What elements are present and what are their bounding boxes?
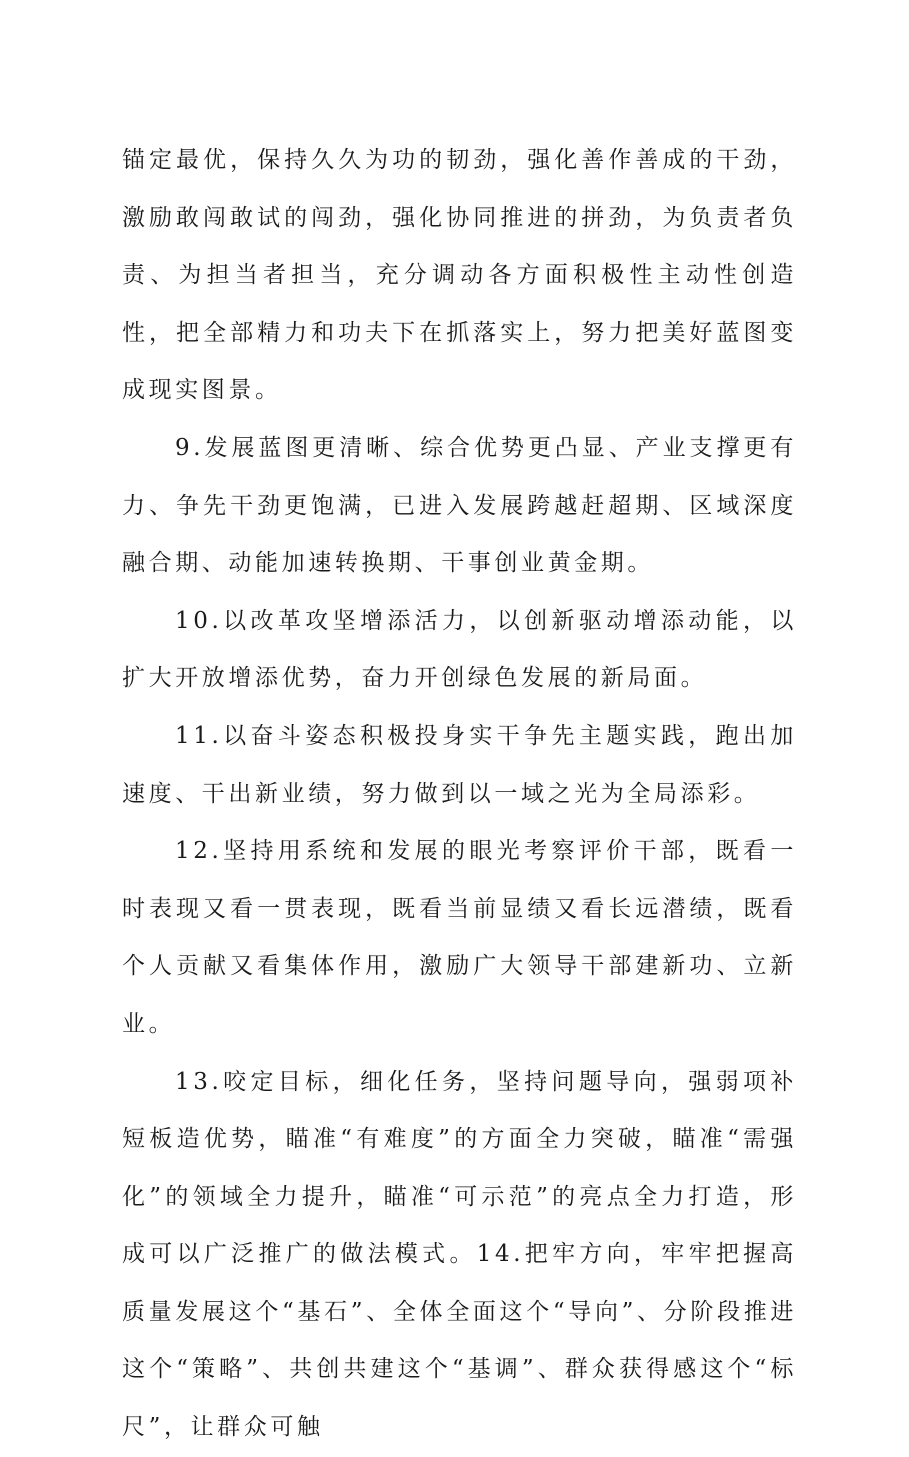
paragraph-item-11: 11.以奋斗姿态积极投身实干争先主题实践，跑出加速度、干出新业绩，努力做到以一域之光为全局添彩。 [122, 722, 797, 807]
paragraph-item-9: 9.发展蓝图更清晰、综合优势更凸显、产业支撑更有力、争先干劲更饱满，已进入发展跨越赶超期、区域深度融合期、动能加速转换期、干事创业黄金期。 [122, 434, 797, 577]
paragraph-item-12: 12.坚持用系统和发展的眼光考察评价干部，既看一时表现又看一贯表现，既看当前显绩又看长远潜绩，既看个人贡献又看集体作用，激励广大领导干部建新功、立新业。 [122, 838, 797, 1037]
paragraph-item-13-14: 13.咬定目标，细化任务，坚持问题导向，强弱项补短板造优势，瞄准“有难度”的方面全力突破，瞄准“需强化”的领域全力提升，瞄准“可示范”的亮点全力打造，形成可以广泛推广的做法模式。14.把牢方向，牢牢把握高质量发展这个“基石”、全体全面这个“导向”、分阶段推进这个“策略”、共创共建这个“基调”、群众获得感这个“标尺”，让群众可触 [122, 1068, 797, 1441]
document-body [122, 132, 797, 1457]
paragraph-item-10: 10.以改革攻坚增添活力，以创新驱动增添动能，以扩大开放增添优势，奋力开创绿色发展的新局面。 [122, 607, 797, 692]
paragraph-continuation: 锚定最优，保持久久为功的韧劲，强化善作善成的干劲，激励敢闯敢试的闯劲，强化协同推进的拼劲，为负责者负责、为担当者担当，充分调动各方面积极性主动性创造性，把全部精力和功夫下在抓落实上，努力把美好蓝图变成现实图景。 [122, 147, 797, 404]
